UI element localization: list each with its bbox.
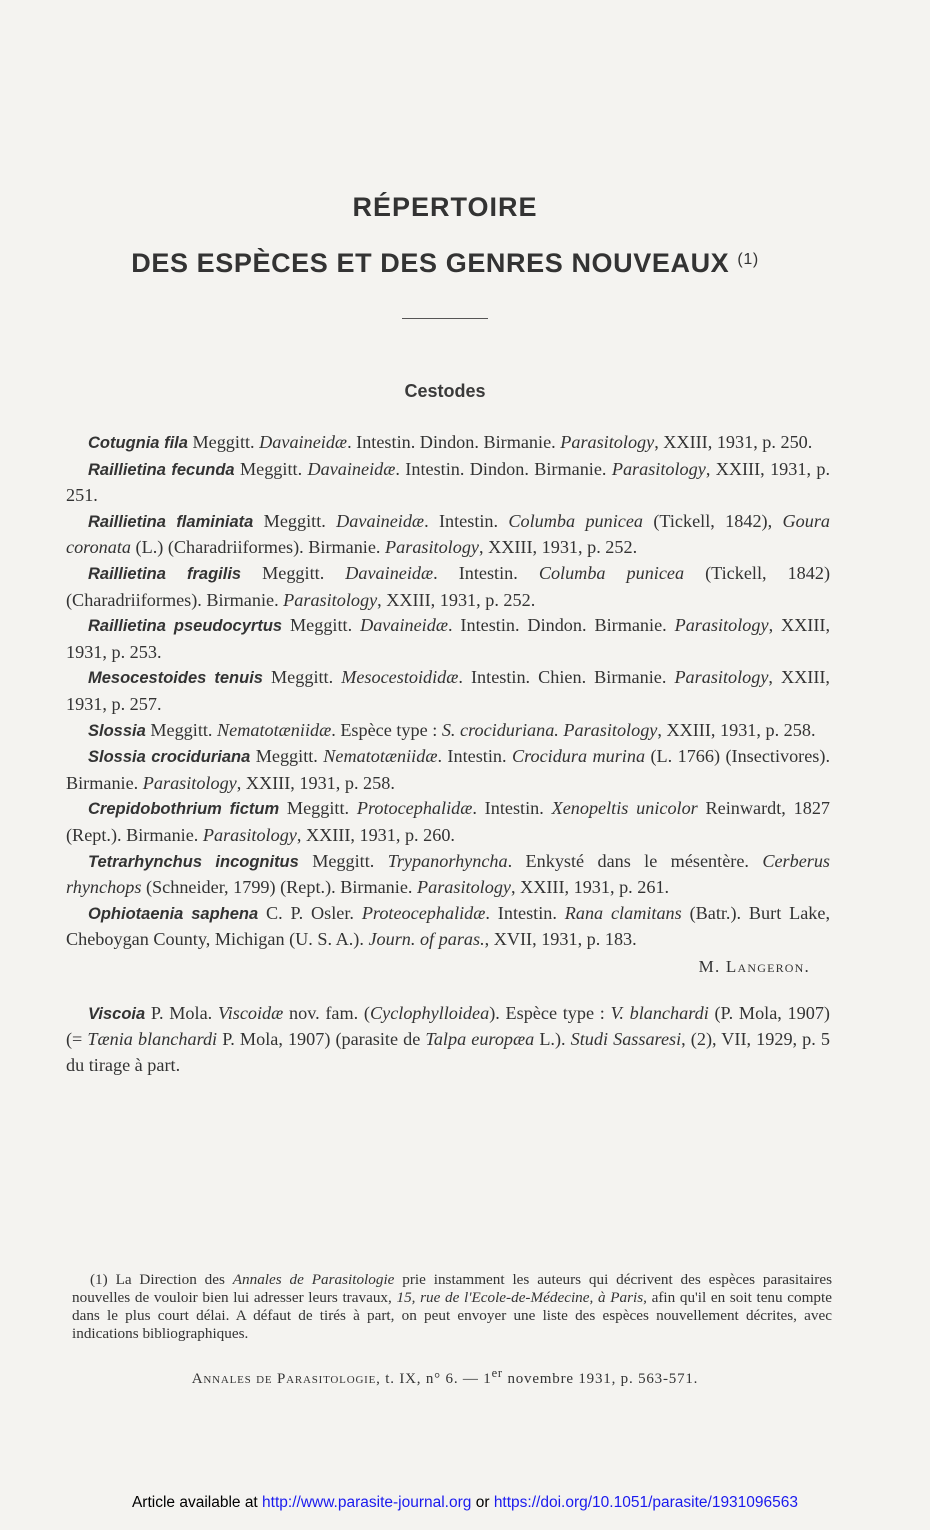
citation: , XXIII, 1931, p. 261.	[510, 877, 670, 898]
entry-text: Meggitt.	[279, 798, 357, 819]
journal-reference	[0, 1366, 890, 1388]
citation: , (2), VII, 1929, p. 5 du tirage à part.	[66, 1029, 830, 1076]
journal-name: Parasitology	[283, 589, 378, 610]
ordinal-suffix: er	[491, 1366, 503, 1380]
host-name: Xenopeltis unicolor	[551, 798, 698, 819]
entry-tetrarhynchus-incognitus	[66, 849, 830, 901]
family-name: Nematotæniidæ	[323, 746, 438, 767]
availability-line	[0, 1494, 930, 1512]
host-name: Crocidura murina	[511, 746, 646, 767]
entry-cotugnia-fila	[66, 430, 830, 457]
entry-text: . Intestin. Dindon. Birmanie.	[347, 432, 561, 452]
entries-list	[66, 430, 830, 1079]
doi-link[interactable]: https://doi.org/10.1051/parasite/1931096563	[493, 1494, 799, 1511]
title-divider	[402, 318, 488, 319]
journal-name: S. crociduriana. Parasitology	[441, 719, 658, 740]
availability-text: or	[471, 1494, 494, 1511]
entry-text: (P. Mola, 1907) (=	[66, 1002, 830, 1050]
entry-text: (Schneider, 1799) (Rept.). Birmanie.	[141, 877, 418, 898]
entry-text: ). Espèce type :	[489, 1002, 611, 1023]
species-name: Raillietina fecunda	[88, 460, 235, 479]
entry-text: (L.) (Charadriiformes). Birmanie.	[131, 537, 386, 558]
family-name: Davaineidæ	[259, 432, 348, 452]
species-name: Viscoia	[88, 1004, 146, 1023]
entry-text: . Espèce type :	[331, 719, 442, 740]
family-name: Nematotæniidæ	[217, 719, 332, 740]
host-name: Goura coronata	[66, 510, 830, 558]
entry-text: . Intestin.	[433, 562, 539, 583]
entry-text: C. P. Osler.	[258, 902, 362, 923]
footnote-text: prie instamment les auteurs qui décrivent des espèces parasitaires nouvelles de vouloir bien lui adresser leurs travaux,	[72, 1271, 833, 1307]
citation: , XXIII, 1931, p. 257.	[66, 667, 830, 714]
journal-name: Journ. of paras.	[368, 929, 485, 950]
host-name: Cerberus rhynchops	[66, 850, 831, 898]
journal-name: Parasitology	[611, 458, 706, 479]
journal-name: Parasitology	[560, 432, 655, 452]
citation: , XXIII, 1931, p. 258.	[236, 772, 395, 793]
entry-text: Meggitt.	[250, 746, 324, 767]
entry-text: Meggitt.	[145, 719, 218, 740]
journal-name: Parasitology	[674, 667, 769, 688]
entry-text: (Batr.). Burt Lake, Cheboygan County, Michigan (U. S. A.).	[66, 902, 830, 950]
entry-text: . Enkysté dans le mésentère.	[507, 850, 763, 871]
entry-text: L.).	[534, 1029, 571, 1050]
entry-text: . Intestin. Chien. Birmanie.	[458, 667, 675, 688]
entry-text: Meggitt.	[187, 432, 260, 452]
family-name: Trypanorhyncha	[387, 850, 508, 871]
entry-text: Meggitt.	[234, 458, 308, 479]
entry-text: . Intestin.	[437, 746, 512, 767]
journal-name: Studi Sassaresi	[570, 1029, 682, 1050]
entry-raillietina-fragilis	[66, 561, 830, 613]
journal-title: Annales de Parasitologie	[191, 1371, 377, 1387]
author-signature: M. Langeron.	[698, 956, 810, 976]
page-title: RÉPERTOIRE	[352, 192, 538, 222]
journal-link[interactable]: http://www.parasite-journal.org	[262, 1494, 472, 1511]
journal-name: Parasitology	[674, 615, 769, 636]
species-name: Raillietina flaminiata	[88, 512, 254, 531]
page-subtitle	[0, 248, 890, 279]
entry-raillietina-pseudocyrtus	[66, 613, 830, 665]
citation: , XXIII, 1931, p. 252.	[377, 589, 536, 610]
host-name: Talpa europæa	[425, 1029, 535, 1050]
entry-slossia	[66, 718, 830, 745]
address: 15, rue de l'Ecole-de-Médecine, à Paris	[396, 1289, 644, 1307]
entry-text: . Intestin. Dindon. Birmanie.	[395, 458, 612, 479]
host-name: Columba punicea	[508, 510, 644, 531]
footnote-text: , afin qu'il en soit tenu compte dans le plus court délai. A défaut de tirés à part, on peut envoyer une liste des espèces nouvellement décrites, avec indications bibliographiques.	[72, 1289, 832, 1343]
species-name: Crepidobothrium fictum	[88, 800, 280, 819]
entry-text: Meggitt.	[262, 667, 342, 688]
entry-text: (L. 1766) (Insectivores). Birmanie.	[66, 746, 830, 793]
family-name: Davaineidæ	[336, 510, 425, 531]
citation: , XXIII, 1931, p. 250.	[654, 432, 813, 452]
species-name: Cotugnia fila	[88, 434, 188, 452]
entry-text: Meggitt.	[241, 562, 346, 583]
species-name: Slossia crociduriana	[88, 748, 251, 767]
host-name: Rana clamitans	[564, 902, 682, 923]
family-name: Proteocephalidæ	[361, 902, 486, 923]
entry-text: . Intestin. Dindon. Birmanie.	[447, 615, 675, 636]
entry-slossia-crociduriana	[66, 744, 830, 796]
species-ref: Tænia blanchardi	[87, 1029, 218, 1050]
entry-text: . Intestin.	[485, 902, 565, 923]
journal-name: Parasitology	[417, 877, 511, 898]
entry-text: P. Mola, 1907) (parasite de	[217, 1029, 426, 1050]
family-name: Davaineidæ	[307, 458, 396, 479]
family-name: Mesocestoididæ	[341, 667, 459, 688]
entry-raillietina-fecunda	[66, 457, 830, 509]
footnote-text: (1) La Direction des	[90, 1271, 233, 1289]
section-heading: Cestodes	[404, 381, 486, 401]
entry-text: Meggitt.	[253, 510, 337, 531]
species-name: Raillietina pseudocyrtus	[88, 617, 283, 636]
footnote	[72, 1271, 832, 1343]
entry-text: Reinwardt, 1827 (Rept.). Birmanie.	[66, 798, 831, 845]
entry-ophiotaenia-saphena	[66, 901, 830, 953]
species-name: Slossia	[88, 721, 146, 740]
citation: , XXIII, 1931, p. 251.	[66, 458, 830, 506]
family-name: Davaineidæ	[345, 562, 434, 583]
entry-text: Meggitt.	[298, 850, 388, 871]
citation: , XXIII, 1931, p. 253.	[66, 615, 831, 662]
journal-name: Parasitology	[202, 824, 297, 845]
order-name: Cyclophylloidea	[369, 1002, 490, 1023]
family-name: Davaineidæ	[360, 615, 448, 636]
citation: , XVII, 1931, p. 183.	[484, 929, 637, 950]
species-name: Tetrarhynchus incognitus	[88, 852, 299, 871]
entry-text: (Tickell, 1842) (Charadriiformes). Birmanie.	[66, 562, 831, 610]
citation: , XXIII, 1931, p. 260.	[296, 824, 455, 845]
family-name: Viscoidæ	[217, 1002, 284, 1023]
entry-text: P. Mola.	[145, 1002, 218, 1023]
availability-text: Article available at	[131, 1494, 263, 1511]
footnote-marker: (1)	[737, 251, 759, 268]
entry-mesocestoides-tenuis	[66, 665, 830, 717]
entry-text: . Intestin.	[472, 798, 552, 819]
entry-text: (Tickell, 1842),	[643, 510, 783, 531]
entry-crepidobothrium-fictum	[66, 796, 830, 848]
entry-raillietina-flaminiata	[66, 509, 830, 561]
species-name: Mesocestoides tenuis	[88, 669, 263, 688]
host-name: Columba punicea	[538, 562, 685, 583]
entry-text: Meggitt.	[282, 615, 361, 636]
family-name: Protocephalidæ	[356, 798, 473, 819]
journal-date: novembre 1931, p. 563-571.	[502, 1371, 699, 1387]
species-ref: V. blanchardi	[610, 1002, 709, 1023]
species-name: Raillietina fragilis	[88, 564, 242, 583]
entry-viscoia	[66, 1001, 830, 1079]
citation: , XXIII, 1931, p. 258.	[657, 719, 816, 740]
subtitle-text: DES ESPÈCES ET DES GENRES NOUVEAUX	[131, 248, 730, 278]
entry-text: nov. fam. (	[283, 1002, 370, 1023]
citation: , XXIII, 1931, p. 252.	[479, 537, 638, 558]
journal-name: Parasitology	[142, 772, 237, 793]
journal-volume: , t. IX, n° 6. — 1	[376, 1371, 492, 1387]
species-name: Ophiotaenia saphena	[88, 904, 259, 923]
journal-name: Parasitology	[385, 537, 479, 558]
journal-name: Annales de Parasitologie	[232, 1271, 395, 1289]
entry-text: . Intestin.	[424, 510, 509, 531]
